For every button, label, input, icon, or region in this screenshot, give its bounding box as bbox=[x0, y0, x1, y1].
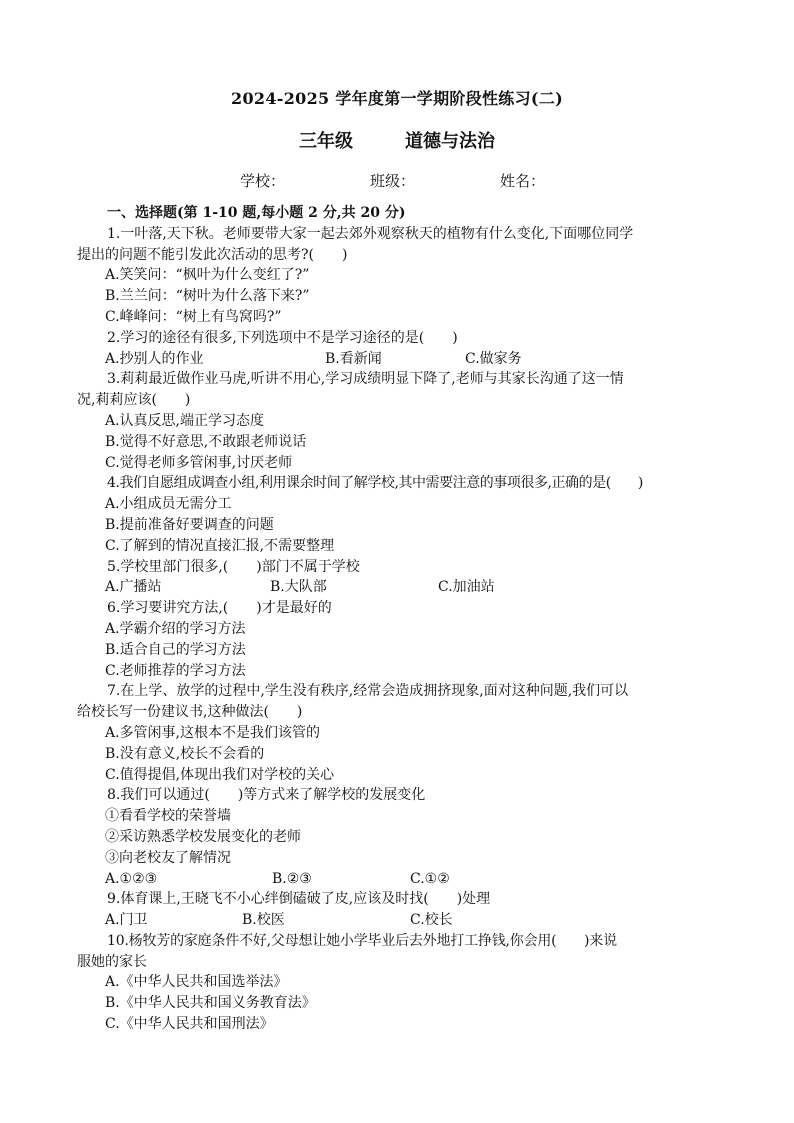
question-3 bbox=[77, 369, 755, 473]
options-row bbox=[105, 869, 755, 890]
question-7 bbox=[77, 681, 755, 785]
question-stem: 1.一叶落,天下秋。老师要带大家一起去郊外观察秋天的植物有什么变化,下面哪位同学 bbox=[107, 225, 634, 242]
question-stem-continued: 服她的家长 bbox=[77, 953, 147, 970]
question-stem: 2.学习的途径有很多,下列选项中不是学习途径的是( ) bbox=[107, 329, 458, 346]
question-stem: 6.学习要讲究方法,( )才是最好的 bbox=[107, 600, 332, 617]
question-stem: 8.我们可以通过( )等方式来了解学校的发展变化 bbox=[107, 787, 426, 804]
option-c: C.觉得老师多管闲事,讨厌老师 bbox=[105, 454, 293, 471]
question-stem: 9.体育课上,王晓飞不小心绊倒磕破了皮,应该及时找( )处理 bbox=[107, 891, 491, 908]
question-4 bbox=[105, 473, 755, 556]
option-c: C.①② bbox=[410, 870, 450, 887]
question-stem-continued: 提出的问题不能引发此次活动的思考?( ) bbox=[77, 246, 348, 263]
option-a: A.小组成员无需分工 bbox=[105, 496, 232, 513]
option-c: C.加油站 bbox=[438, 579, 495, 596]
option-c: C.了解到的情况直接汇报,不需要整理 bbox=[105, 537, 335, 554]
option-a: A.抄别人的作业 bbox=[105, 350, 204, 367]
option-b: B.兰兰问：“树叶为什么落下来?” bbox=[105, 288, 310, 305]
school-label: 学校： bbox=[240, 172, 286, 190]
section-heading: 一、选择题(第 1-10 题,每小题 2 分,共 20 分) bbox=[107, 205, 406, 221]
name-label: 姓名： bbox=[500, 172, 546, 190]
question-9 bbox=[105, 889, 755, 931]
class-label: 班级： bbox=[370, 172, 416, 190]
option-b: B.提前准备好要调查的问题 bbox=[105, 516, 274, 533]
option-b: B.看新闻 bbox=[325, 350, 382, 367]
question-1 bbox=[77, 224, 755, 328]
question-stem: 10.杨牧芳的家庭条件不好,父母想让她小学毕业后去外地打工挣钱,你会用( )来说 bbox=[107, 932, 617, 949]
subject-label: 道德与法治 bbox=[405, 131, 495, 152]
question-2 bbox=[105, 328, 755, 370]
option-c: C.峰峰问：“树上有鸟窝吗?” bbox=[105, 308, 282, 325]
statement-1: ①看看学校的荣誉墙 bbox=[105, 808, 231, 825]
option-b: B.大队部 bbox=[270, 579, 327, 596]
statement-3: ③向老校友了解情况 bbox=[105, 849, 231, 866]
question-10 bbox=[77, 931, 755, 1035]
option-b: B.觉得不好意思,不敢跟老师说话 bbox=[105, 433, 307, 450]
option-a: A.①②③ bbox=[105, 870, 158, 887]
option-c: C.值得提倡,体现出我们对学校的关心 bbox=[105, 766, 335, 783]
exam-subtitle bbox=[0, 127, 794, 153]
question-stem: 4.我们自愿组成调查小组,利用课余时间了解学校,其中需要注意的事项很多,正确的是( ) bbox=[107, 475, 643, 492]
option-b: B.校医 bbox=[242, 912, 285, 929]
question-stem: 5.学校里部门很多,( )部门不属于学校 bbox=[107, 558, 360, 575]
option-a: A.笑笑问：“枫叶为什么变红了?” bbox=[105, 267, 310, 284]
option-c: C.老师推荐的学习方法 bbox=[105, 662, 246, 679]
option-a: A.多管闲事,这根本不是我们该管的 bbox=[105, 724, 321, 741]
grade-label: 三年级 bbox=[299, 131, 353, 152]
question-5 bbox=[105, 557, 755, 599]
question-8 bbox=[105, 785, 755, 889]
option-b: B.适合自己的学习方法 bbox=[105, 641, 246, 658]
question-stem-continued: 况,莉莉应该( ) bbox=[77, 392, 191, 409]
options-row bbox=[105, 577, 755, 598]
exam-title: 2024-2025 学年度第一学期阶段性练习(二) bbox=[231, 89, 563, 108]
option-a: A.学霸介绍的学习方法 bbox=[105, 620, 246, 637]
options-row bbox=[105, 349, 755, 370]
option-b: B.《中华人民共和国义务教育法》 bbox=[105, 995, 316, 1012]
option-c: C.校长 bbox=[410, 912, 453, 929]
option-b: B.②③ bbox=[272, 870, 312, 887]
question-section bbox=[77, 203, 755, 1035]
options-row bbox=[105, 910, 755, 931]
option-c: C.做家务 bbox=[465, 350, 522, 367]
question-stem: 3.莉莉最近做作业马虎,听讲不用心,学习成绩明显下降了,老师与其家长沟通了这一情 bbox=[107, 371, 624, 388]
option-a: A.门卫 bbox=[105, 912, 148, 929]
option-a: A.认真反思,端正学习态度 bbox=[105, 412, 265, 429]
question-stem: 7.在上学、放学的过程中,学生没有秩序,经常会造成拥挤现象,面对这种问题,我们可以 bbox=[107, 683, 629, 700]
question-6 bbox=[105, 598, 755, 681]
option-b: B.没有意义,校长不会看的 bbox=[105, 745, 265, 762]
statement-2: ②采访熟悉学校发展变化的老师 bbox=[105, 828, 301, 845]
option-c: C.《中华人民共和国刑法》 bbox=[105, 1016, 274, 1033]
question-stem-continued: 给校长写一份建议书,这种做法( ) bbox=[77, 704, 303, 721]
option-a: A.广播站 bbox=[105, 579, 162, 596]
option-a: A.《中华人民共和国选举法》 bbox=[105, 974, 288, 991]
